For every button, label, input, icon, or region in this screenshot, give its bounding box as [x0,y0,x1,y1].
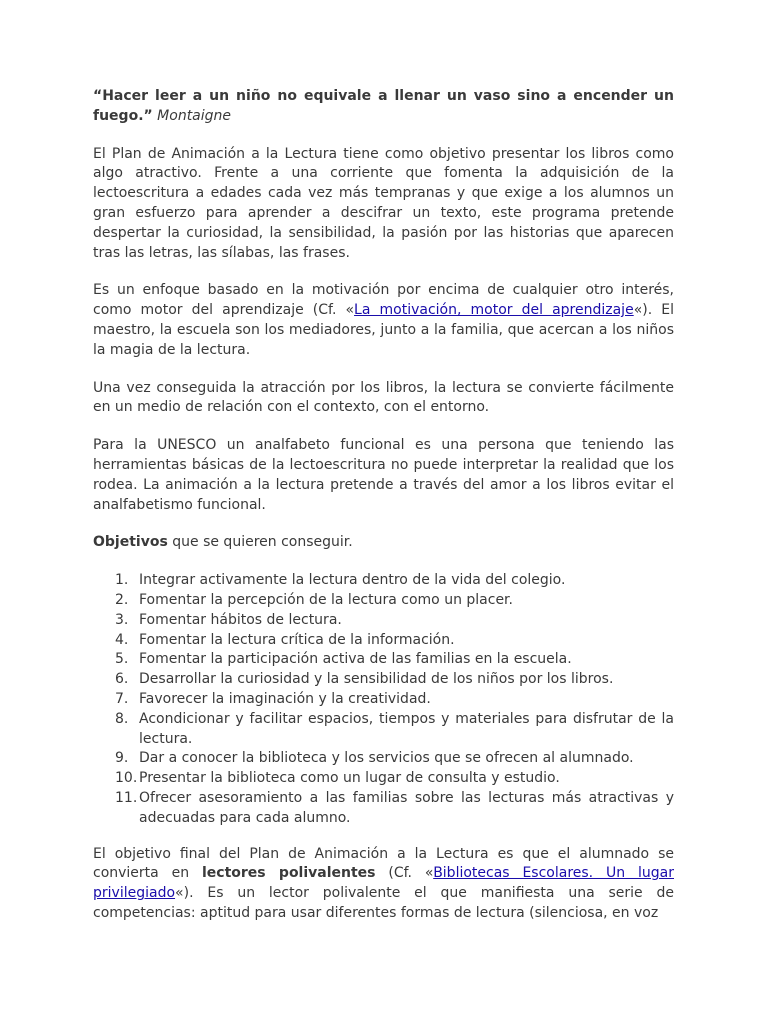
objectives-list [93,571,674,828]
list-item-text: Desarrollar la curiosidad y la sensibilidad de los niños por los libros. [139,671,614,688]
paragraph-final [93,845,674,924]
list-item [93,789,674,829]
paragraph-intro: El Plan de Animación a la Lectura tiene como objetivo presentar los libros como algo atractivo. Frente a una corriente que fomenta la adquisición de la lectoescritura a edades cada vez más tempranas y que exige a los alumnos un gran esfuerzo para aprender a descifrar un texto, este programa pretende despertar la curiosidad, la sensibilidad, la pasión por las historias que aparecen tras las letras, las sílabas, las frases. [93,145,674,261]
list-item-number: 7. [115,690,129,707]
list-item [93,690,674,710]
list-item [93,631,674,651]
list-item-text: Acondicionar y facilitar espacios, tiempos y materiales para disfrutar de la lectura. [139,710,674,747]
list-item [93,670,674,690]
paragraph-unesco: Para la UNESCO un analfabeto funcional es una persona que teniendo las herramientas básicas de la lectoescritura no puede interpretar la realidad que los rodea. La animación a la lectura pretende a través del amor a los libros evitar el analfabetismo funcional. [93,437,674,513]
link-motivacion[interactable]: La motivación, motor del aprendizaje [354,302,634,319]
paragraph-final-link-close: « [175,885,184,902]
list-item [93,650,674,670]
objectives-heading-bold: Objetivos [93,534,168,551]
list-item-number: 11. [115,789,138,806]
quote-author: Montaigne [157,107,232,124]
list-item-number: 10. [115,770,138,787]
paragraph-motivation-text-after: «). El maestro, la escuela son los mediadores, junto a la familia, que acercan a los niños la magia de la lectura. [93,302,674,358]
list-item-text: Fomentar la lectura crítica de la información. [139,631,455,648]
epigraph [93,87,674,127]
list-item-number: 5. [115,651,129,668]
paragraph-attraction: Una vez conseguida la atracción por los libros, la lectura se convierte fácilmente en un medio de relación con el contexto, con el entorno. [93,379,674,416]
list-item [93,749,674,769]
list-item-text: Fomentar hábitos de lectura. [139,611,342,628]
objectives-heading [93,533,674,553]
paragraph-final-after: ). Es un lector polivalente el que manifiesta una serie de competencias: aptitud para usar diferentes formas de lectura (silenciosa, en voz [93,885,674,921]
paragraph-final-before: El objetivo final del Plan de Animación a la Lectura es que el alumnado se convierta en [93,845,674,882]
list-item-number: 8. [115,710,129,727]
list-item-number: 1. [115,572,129,589]
paragraph-final-bold: lectores polivalentes [201,865,376,882]
list-item [93,571,674,591]
list-item-number: 9. [115,750,129,767]
list-item [93,611,674,631]
paragraph-final-middle: (Cf. « [375,865,434,882]
list-item-number: 3. [115,611,129,628]
list-item [93,769,674,789]
list-item-text: Fomentar la participación activa de las familias en la escuela. [139,651,572,668]
document-page [93,87,674,942]
quote-text: “Hacer leer a un niño no equivale a llenar un vaso sino a encender un fuego.” [93,88,674,124]
list-item-text: Dar a conocer la biblioteca y los servicios que se ofrecen al alumnado. [139,750,634,767]
objectives-heading-rest: que se quieren conseguir. [167,534,353,551]
list-item-text: Ofrecer asesoramiento a las familias sobre las lecturas más atractivas y adecuadas para cada alumno. [139,789,674,826]
paragraph-motivation [93,281,674,360]
list-item-text: Fomentar la percepción de la lectura como un placer. [139,591,513,608]
link-bibliotecas[interactable]: Bibliotecas Escolares. Un lugar privilegiado [93,865,674,902]
list-item [93,591,674,611]
list-item-text: Presentar la biblioteca como un lugar de consulta y estudio. [139,770,560,787]
list-item-number: 2. [115,591,129,608]
list-item-text: Favorecer la imaginación y la creatividad. [139,690,431,707]
paragraph-motivation-text-before: Es un enfoque basado en la motivación por encima de cualquier otro interés, como motor del aprendizaje (Cf. « [93,282,674,319]
list-item-number: 4. [115,631,129,648]
list-item-number: 6. [115,671,129,688]
list-item-text: Integrar activamente la lectura dentro de la vida del colegio. [139,572,566,589]
list-item [93,710,674,750]
